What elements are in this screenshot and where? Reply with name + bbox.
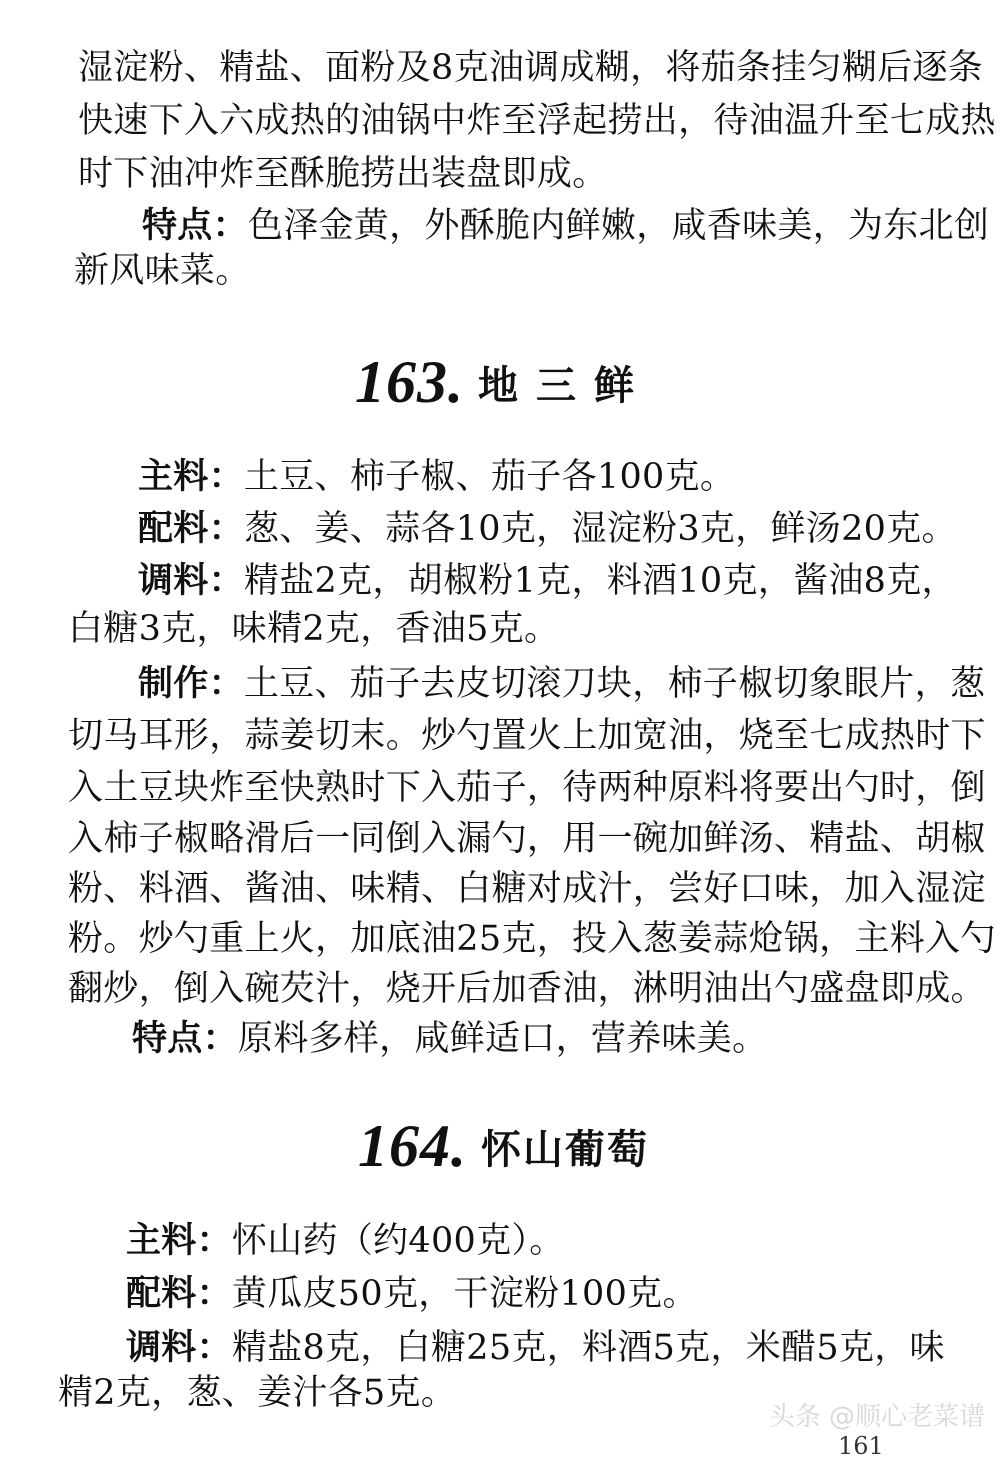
feature-line: 特点：原料多样，咸鲜适口，营养味美。 bbox=[132, 1019, 768, 1059]
text-line: 新风味菜。 bbox=[74, 251, 251, 291]
recipe-number: 163. bbox=[355, 349, 464, 415]
feature-label: 特点： bbox=[142, 206, 248, 246]
main-ingredients: 主料：土豆、柿子椒、茄子各100克。 bbox=[138, 457, 736, 497]
text-line: 入土豆块炸至快熟时下入茄子，待两种原料将要出勺时，倒 bbox=[68, 768, 986, 808]
text-line: 快速下入六成热的油锅中炸至浮起捞出，待油温升至七成热 bbox=[78, 101, 996, 141]
recipe-163-heading bbox=[0, 348, 1007, 417]
recipe-title: 怀山葡萄 bbox=[481, 1127, 649, 1173]
method: 制作：土豆、茄子去皮切滚刀块，柿子椒切象眼片，葱 bbox=[138, 664, 986, 704]
text-line: 切马耳形，蒜姜切末。炒勺置火上加宽油，烧至七成热时下 bbox=[68, 716, 986, 756]
text-line: 精2克，葱、姜汁各5克。 bbox=[58, 1373, 457, 1413]
text-line: 粉。炒勺重上火，加底油25克，投入葱姜蒜炝锅，主料入勺 bbox=[68, 919, 996, 959]
watermark: 头条 @顺心老菜谱 bbox=[768, 1402, 985, 1432]
text-line: 白糖3克，味精2克，香油5克。 bbox=[68, 609, 560, 649]
side-ingredients: 配料：黄瓜皮50克，干淀粉100克。 bbox=[126, 1274, 698, 1314]
main-ingredients: 主料：怀山药（约400克）。 bbox=[126, 1221, 565, 1261]
seasonings: 调料：精盐8克，白糖25克，料酒5克，米醋5克，味 bbox=[126, 1328, 945, 1368]
text-line: 湿淀粉、精盐、面粉及8克油调成糊，将茄条挂匀糊后逐条 bbox=[78, 48, 984, 88]
page-number: 161 bbox=[838, 1432, 884, 1460]
recipe-164-heading bbox=[0, 1112, 1007, 1181]
text-line: 粉、料酒、酱油、味精、白糖对成汁，尝好口味，加入湿淀 bbox=[68, 869, 986, 909]
text-line: 入柿子椒略滑后一同倒入漏勺，用一碗加鲜汤、精盐、胡椒 bbox=[68, 819, 986, 859]
text-line: 时下油冲炸至酥脆捞出装盘即成。 bbox=[78, 154, 608, 194]
text-line: 翻炒，倒入碗芡汁，烧开后加香油，淋明油出勺盛盘即成。 bbox=[68, 969, 986, 1009]
feature-line: 特点：色泽金黄，外酥脆内鲜嫩，咸香味美，为东北创 bbox=[142, 206, 990, 246]
side-ingredients: 配料：葱、姜、蒜各10克，湿淀粉3克，鲜汤20克。 bbox=[138, 509, 957, 549]
recipe-title: 地三鲜 bbox=[478, 363, 652, 409]
recipe-number: 164. bbox=[358, 1113, 467, 1179]
seasonings: 调料：精盐2克，胡椒粉1克，料酒10克，酱油8克， bbox=[138, 561, 957, 601]
